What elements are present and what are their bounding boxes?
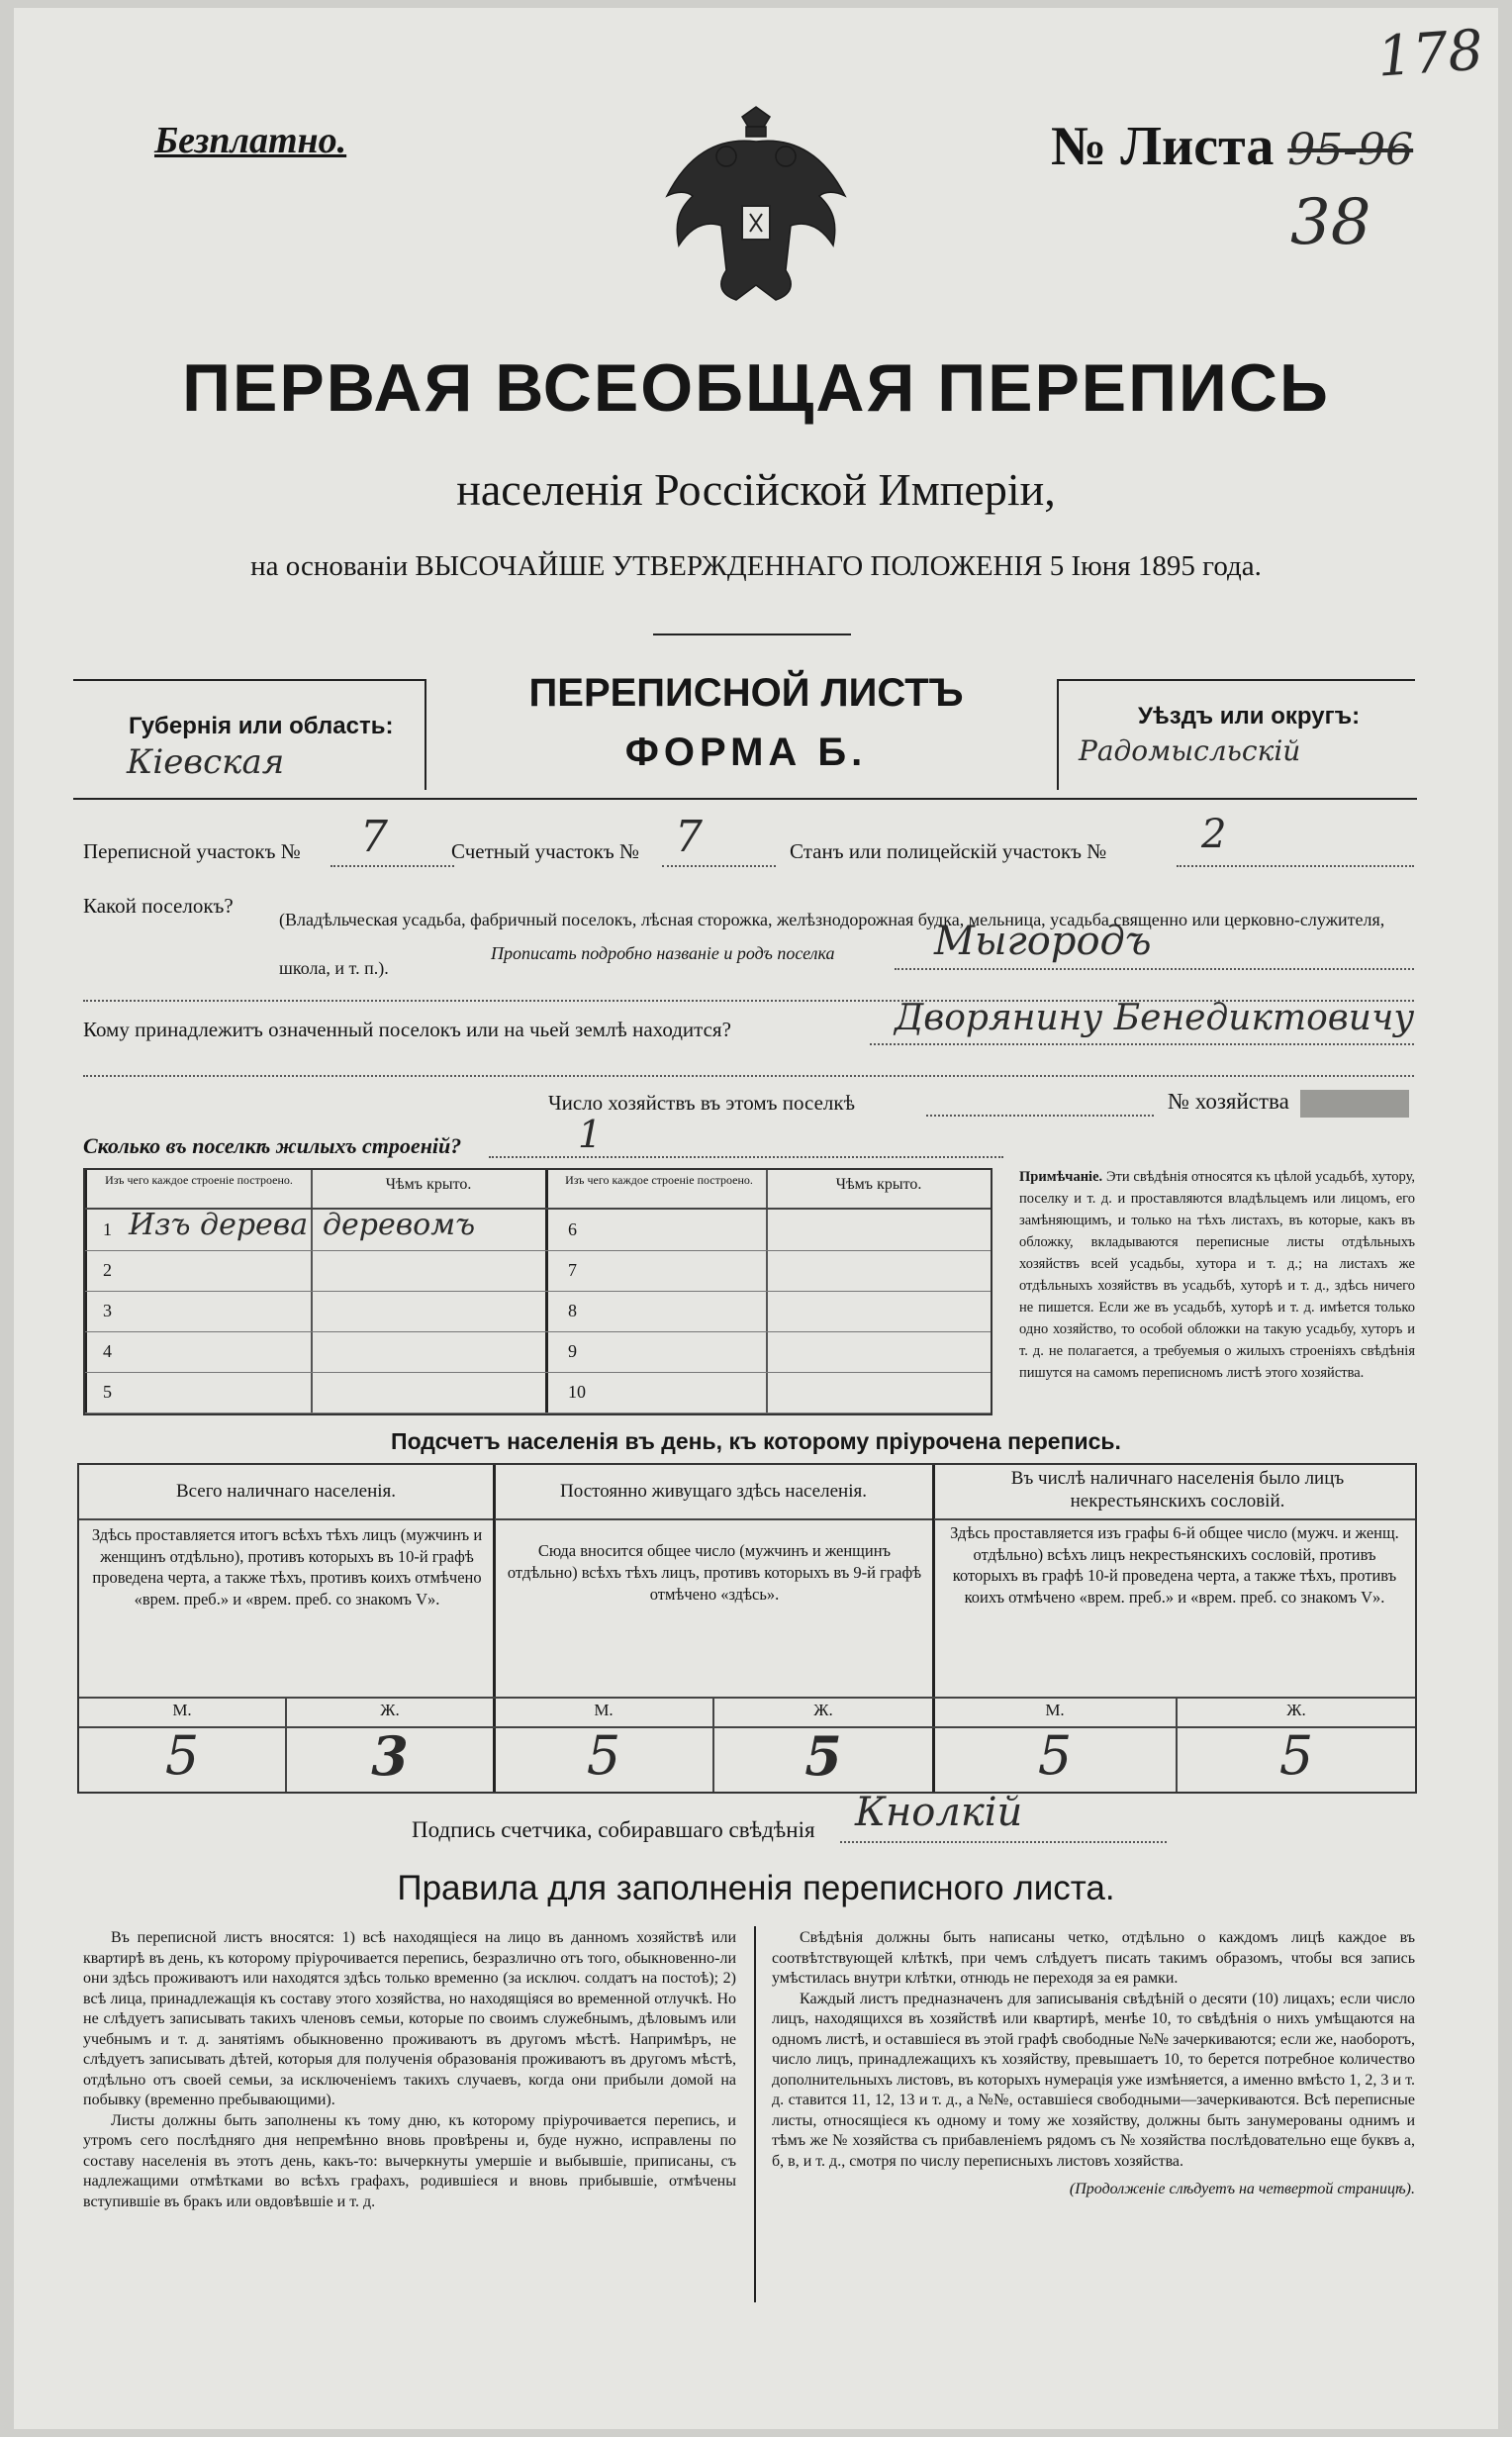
building-row-number: 10	[568, 1382, 586, 1402]
box-bottom-rule	[73, 798, 1417, 800]
uezd-label: Уѣздъ или округъ:	[1138, 703, 1361, 730]
note	[1019, 1166, 1415, 1384]
uezd-value: Радомысльскій	[1079, 734, 1301, 767]
subtitle: населенія Россійской Имперіи,	[456, 464, 1056, 515]
counting-district-label: Счетный участокъ №	[451, 839, 640, 863]
census-district-value: 7	[360, 812, 388, 862]
count-value-2m: 5	[586, 1724, 621, 1787]
count-heading: Подсчетъ населенія въ день, къ которому пріурочена перепись.	[391, 1428, 1121, 1454]
counting-district-value: 7	[675, 812, 703, 862]
note-text: Эти свѣдѣнія относятся къ цѣлой усадьбѣ, хутору, поселку и т. д. и проставляются владѣльцемъ или лицомъ, его замѣняющимъ, и только на тѣхъ листахъ, въ которые, какъ въ обложку, вкладываются переписные листы отдѣльныхъ хозяйствъ всей усадьбы, хутора и т. д.; на листахъ же отдѣльныхъ хозяйствъ въ усадьбѣ, хуторѣ и т. д., здѣсь ничего не пишется. Если же въ усадьбѣ, хуторѣ и т. д. имѣется только одно хозяйство, то особой обложки на такую усадьбу, хуторъ и т. д. не полагается, а требуемыя о жилыхъ строеніяхъ свѣдѣнія пишутся на самомъ переписномъ листѣ этого хозяйства.	[1019, 1169, 1416, 1381]
gubernia-value: Кіевская	[127, 742, 285, 782]
count-col3-title: Въ числѣ наличнаго населенія было лицъ некрестьянскихъ сословій.	[1010, 1468, 1345, 1511]
building-row-number: 4	[103, 1341, 112, 1361]
household-no-label: № хозяйства	[1168, 1089, 1289, 1114]
corner-number: 178	[1374, 18, 1486, 90]
uezd-box	[1057, 679, 1415, 790]
building-row-number: 6	[568, 1219, 577, 1239]
signature-label: Подпись счетчика, собиравшаго свѣдѣнія	[412, 1817, 815, 1842]
buildings-value: 1	[578, 1113, 603, 1156]
sheet-handwritten-struck: 95-96	[1287, 125, 1414, 175]
rules-right	[772, 1928, 1415, 2200]
sheet-handwritten: 38	[1290, 186, 1371, 259]
count-col3-text: Здѣсь проставляется изъ графы 6-й общее число (мужч. и женщ. отдѣльно) всѣхъ лицъ некрестьянскихъ сословій, противъ которыхъ въ графѣ 10-й проведена черта, а также тѣхъ, противъ коихъ отмѣчено «врем. преб.» и «врем. преб. со знакомъ V».	[950, 1523, 1399, 1607]
building-row-number: 7	[568, 1260, 577, 1280]
building-material: Изъ дерева	[129, 1208, 309, 1242]
stan-label: Станъ или полицейскій участокъ №	[790, 839, 1107, 863]
building-row-number: 1	[103, 1219, 112, 1239]
f-label-3: Ж.	[1286, 1701, 1306, 1719]
count-col1-text: Здѣсь проставляется итогъ всѣхъ тѣхъ лицъ (мужчинъ и женщинъ отдѣльно), противъ которыхъ въ 10-й графѣ проведена черта, а также тѣхъ, противъ коихъ отмѣчено «врем. преб.» и «врем. преб. со знакомъ V».	[91, 1525, 483, 1608]
note-label: Примѣчаніе.	[1019, 1169, 1103, 1185]
sheet-number	[1051, 115, 1413, 178]
households-label: Число хозяйствъ въ этомъ поселкѣ	[548, 1091, 855, 1115]
m-label-1: М.	[172, 1701, 192, 1719]
rules-divider	[754, 1926, 756, 2302]
building-roof: деревомъ	[323, 1208, 476, 1242]
sheet-label: № Листа	[1051, 116, 1275, 177]
rules-right-p2: Каждый листъ предназначенъ для записыванія свѣдѣній о десяти (10) лицахъ; если число лицъ, находящихся въ хозяйствѣ или квартирѣ, менѣе 10, то свѣдѣнія о нихъ умѣщаются на одномъ листѣ, и оставшіеся въ этой графѣ свободные №№ зачеркиваются; если же, наоборотъ, число лицъ, принадлежащихъ къ хозяйству, превышаетъ 10, то берется потребное количество дополнительныхъ листовъ, въ которыхъ нумерація уже измѣняется, а именно вмѣсто 1, 2, 3 и т. д. ставится 11, 12, 13 и т. д., а №№, оставшіеся свободными—зачеркиваются. Всѣ переписные листы, относящіеся къ одному и тому же хозяйству, должны быть занумерованы однимъ и тѣмъ же № хозяйства съ прибавленіемъ рядомъ съ № хозяйства послѣдовательно еще буквъ а, б, в, и т. д., смотря по числу переписныхъ листовъ хозяйства.	[772, 1990, 1415, 2170]
rules-right-p1: Свѣдѣнія должны быть написаны четко, отдѣльно о каждомъ лицѣ каждое въ соотвѣтствующей клѣткѣ, при чемъ слѣдуетъ писать такимъ образомъ, чтобы вся запись умѣстилась внутри клѣтки, отнюдь не переходя за ея рамки.	[772, 1929, 1415, 1987]
sheet-title: ПЕРЕПИСНОЙ ЛИСТЪ	[528, 671, 964, 715]
f-label-1: Ж.	[380, 1701, 400, 1719]
count-table	[77, 1463, 1417, 1794]
main-title: ПЕРВАЯ ВСЕОБЩАЯ ПЕРЕПИСЬ	[182, 350, 1330, 426]
building-row-number: 9	[568, 1341, 577, 1361]
building-row-number: 5	[103, 1382, 112, 1402]
census-form-page	[14, 8, 1498, 2429]
count-value-2f: 5	[804, 1724, 842, 1788]
f-label-2: Ж.	[813, 1701, 833, 1719]
count-value-1f: 3	[371, 1724, 409, 1788]
m-label-2: М.	[594, 1701, 614, 1719]
owner-value: Дворянину Бенедиктовичу	[895, 998, 1415, 1038]
count-value-3m: 5	[1037, 1724, 1073, 1787]
buildings-label: Сколько въ поселкѣ жилыхъ строеній?	[83, 1133, 462, 1158]
count-value-3f: 5	[1278, 1724, 1314, 1787]
rules-left-p2: Листы должны быть заполнены къ тому дню, къ которому пріурочивается перепись, и утромъ сего послѣдняго дня непремѣнно вновь провѣрены и, буде нужно, исправлены по составу населенія въ этотъ день, какъ-то: вычеркнуты умершіе и выбывшіе, приписаны, съ надлежащими отмѣтками во всѣхъ графахъ, родившіеся и вновь прибывшіе, отмѣчены вступившіе въ бракъ или овдовѣвшіе и т. д.	[83, 2111, 736, 2210]
settlement-hint2: Прописать подробно названіе и родъ поселка	[491, 943, 835, 963]
signature-value: Кнолкій	[855, 1790, 1023, 1835]
rules-continued: (Продолженіе слѣдуетъ на четвертой страницѣ).	[1069, 2181, 1415, 2197]
col-roof-left: Чѣмъ крыто.	[385, 1176, 472, 1193]
form-name: ФОРМА Б.	[624, 731, 868, 774]
count-value-1m: 5	[164, 1724, 200, 1787]
basis-line: на основаніи ВЫСОЧАЙШЕ УТВЕРЖДЕННАГО ПОЛОЖЕНІЯ 5 Іюня 1895 года.	[250, 550, 1262, 582]
count-col1-title: Всего наличнаго населенія.	[175, 1481, 397, 1502]
stan-value: 2	[1201, 812, 1227, 857]
count-col2-title: Постоянно живущаго здѣсь населенія.	[560, 1481, 867, 1502]
settlement-value: Мыгородъ	[934, 919, 1152, 964]
settlement-label: Какой поселокъ?	[83, 894, 234, 918]
gubernia-box	[73, 679, 426, 790]
settlement-hint: (Владѣльческая усадьба, фабричный поселокъ, лѣсная сторожка, желѣзнодорожная будка, мельница, усадьба священно или церковно-служителя, школа, и т. п.).	[279, 910, 1385, 978]
building-row-number: 2	[103, 1260, 112, 1280]
census-district-label: Переписной участокъ №	[83, 839, 301, 863]
free-label: Безплатно.	[154, 120, 347, 161]
rules-heading: Правила для заполненія переписного листа.	[397, 1869, 1115, 1907]
rules-left	[83, 1928, 736, 2212]
building-row-number: 3	[103, 1301, 112, 1320]
rules-left-p1: Въ переписной листъ вносятся: 1) всѣ находящіеся на лицо въ данномъ хозяйствѣ или квартирѣ въ день, къ которому пріурочивается перепись, безразлично отъ того, обыкновенно-ли они здѣсь проживаютъ или находятся здѣсь только временно (за исключ. солдатъ на постоѣ); 2) всѣ лица, принадлежащія къ составу этого хозяйства, но находящіяся во временной отлучкѣ. Но не слѣдуетъ записывать такихъ членовъ семьи, которые по своимъ служебнымъ, дѣловымъ или учебнымъ и т. д. занятіямъ обыкновенно проживаютъ въ другомъ мѣстѣ. Напримѣръ, не слѣдуетъ записывать дѣтей, которыя для полученія образованія проживаютъ въ другомъ мѣстѣ, отдѣльно отъ своей семьи, за исключеніемъ такихъ случаевъ, когда они прибыли домой на побывку (временно пребывающими).	[83, 1929, 736, 2108]
buildings-table	[83, 1168, 992, 1415]
col-material-right: Изъ чего каждое строеніе построено.	[565, 1173, 753, 1187]
double-headed-eagle-icon	[647, 97, 865, 315]
owner-label: Кому принадлежитъ означенный поселокъ или на чьей землѣ находится?	[83, 1018, 731, 1041]
m-label-3: М.	[1045, 1701, 1065, 1719]
col-roof-right: Чѣмъ крыто.	[835, 1176, 922, 1193]
divider	[653, 634, 851, 635]
gubernia-label: Губернія или область:	[129, 713, 394, 739]
col-material-left: Изъ чего каждое строеніе построено.	[105, 1173, 293, 1187]
count-col2-text: Сюда вносится общее число (мужчинъ и женщинъ отдѣльно) всѣхъ тѣхъ лицъ, противъ которыхъ въ 9-й графѣ отмѣчено «здѣсь».	[507, 1541, 922, 1604]
building-row-number: 8	[568, 1301, 577, 1320]
household-no-field	[1300, 1090, 1409, 1118]
